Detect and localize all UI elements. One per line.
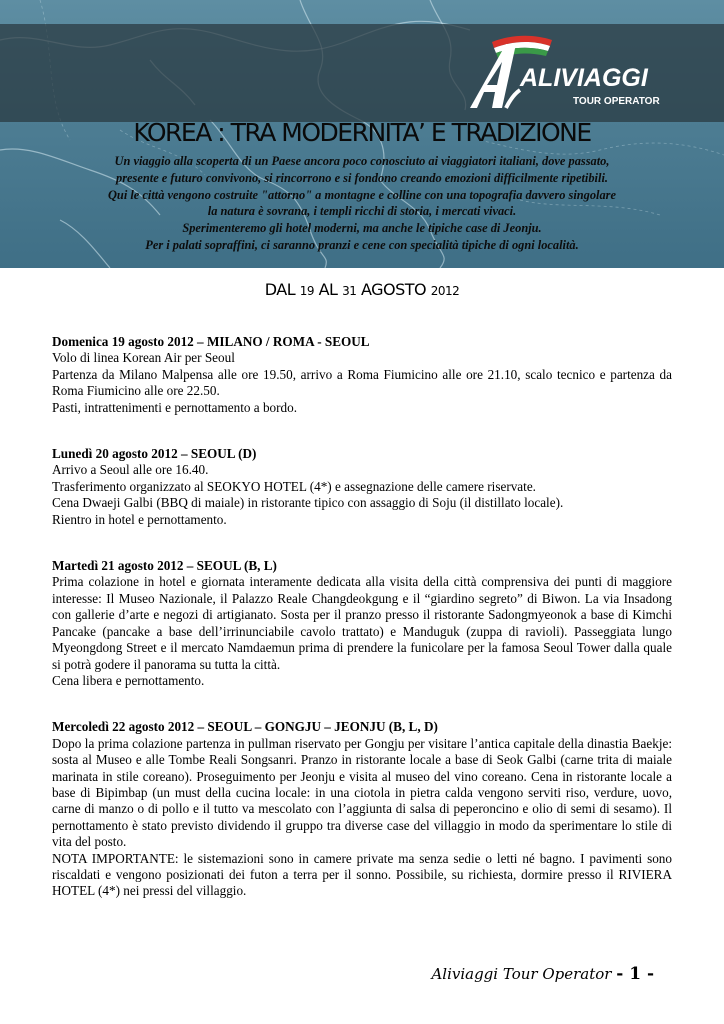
day-paragraph: Cena libera e pernottamento.	[52, 672, 205, 688]
day-title: Mercoledì 22 agosto 2012 – SEOUL – GONGJU – JEONJU (B, L, D)	[52, 719, 438, 735]
dates-al: AL	[318, 280, 338, 299]
day-paragraph: Trasferimento organizzato al SEOKYO HOTEL (4*) e assegnazione delle camere riservate.	[52, 478, 536, 494]
intro-line: Qui le città vengono costruite "attorno" a montagne e colline con una topografia davvero singolare	[107, 187, 617, 202]
day-paragraph: Arrivo a Seoul alle ore 16.40.	[52, 462, 209, 478]
itinerary-day	[52, 719, 672, 899]
intro-line: Per i palati sopraffini, ci saranno pranzi e cene con specialità tipiche di ogni località.	[145, 237, 579, 252]
intro-text	[40, 153, 684, 254]
day-paragraph: Partenza da Milano Malpensa alle ore 19.50, arrivo a Roma Fiumicino alle ore 21.10, scalo tecnico e partenza da Roma Fiumicino alle ore 22.50.	[52, 366, 672, 399]
day-paragraph: Prima colazione in hotel e giornata interamente dedicata alla visita della città comprensiva dei punti di maggiore interesse: Il Museo Nazionale, il Palazzo Reale Changdeokgung e il “giardino segreto” di Biwon. La via Insadong con gallerie d’arte e negozi di artigianato. Sosta per il pranzo presso il ristorante Sadongmyeonok a base di Kimchi Pancake (pancake a base dell’irrinunciabile cavolo trattato) e Manduguk (zuppa di ravioli). Passeggiata lungo Myeongdong Street e il mercato Namdaemun prima di prendere la funicolare per la famosa Seoul Tower dalla quale si potrà godere il panorama su tutta la città.	[52, 574, 672, 672]
intro-line: presente e futuro convivono, si rincorrono e si fondono creando emozioni difficilmente ripetibili.	[116, 170, 608, 185]
dates-year: 2012	[430, 284, 460, 298]
day-title: Domenica 19 agosto 2012 – MILANO / ROMA - SEOUL	[52, 334, 370, 349]
brand-name: ALIVIAGGI	[520, 64, 648, 92]
page-footer	[431, 964, 654, 984]
itinerary-day	[52, 558, 672, 689]
intro-line: Sperimenteremo gli hotel moderni, ma anche le tipiche case di Jeonju.	[182, 221, 542, 236]
dates-month: AGOSTO	[360, 280, 427, 299]
intro-line: Un viaggio alla scoperta di un Paese ancora poco conosciuto ai viaggiatori italiani, dove passato,	[114, 154, 610, 168]
day-paragraph: Pasti, intrattenimenti e pernottamento a bordo.	[52, 399, 298, 415]
day-title: Martedì 21 agosto 2012 – SEOUL (B, L)	[52, 558, 277, 574]
travel-dates	[0, 280, 724, 299]
day-paragraph: Rientro in hotel e pernottamento.	[52, 511, 227, 527]
dates-day-from: 19	[299, 284, 315, 298]
itinerary-day	[52, 334, 672, 416]
footer-text: Aliviaggi Tour Operator	[431, 965, 612, 983]
page-number: - 1 -	[616, 964, 654, 984]
day-paragraph: Cena Dwaeji Galbi (BBQ di maiale) in ristorante tipico con assaggio di Soju (il distillato locale).	[52, 495, 564, 511]
dates-day-to: 31	[342, 284, 357, 298]
day-paragraph: NOTA IMPORTANTE: le sistemazioni sono in camere private ma senza sedie o letti né bagno. I pavimenti sono riscaldati e vengono posizionati dei futon a terra per il sonno. Possibile, su richiesta, dormire presso il RIVIERA HOTEL (4*) nei pressi del villaggio.	[52, 850, 672, 899]
intro-line: la natura è sovrana, i templi ricchi di storia, i mercati vivaci.	[207, 204, 517, 219]
itinerary-day	[52, 446, 672, 528]
page-title: KOREA : TRA MODERNITA’ E TRADIZIONE	[133, 118, 591, 147]
day-title: Lunedì 20 agosto 2012 – SEOUL (D)	[52, 446, 257, 462]
day-paragraph: Volo di linea Korean Air per Seoul	[52, 350, 235, 366]
day-paragraph: Dopo la prima colazione partenza in pullman riservato per Gongju per visitare l’antica capitale della dinastia Baekje: sosta al Museo e alle Tombe Reali Songsanri. Pranzo in ristorante locale a base di Seok Galbi (carne trita di maiale marinata in stile coreano). Proseguimento per Jeonju e visita al museo del vino coreano. Cena in ristorante locale a base di Bipimbap (un must della cucina locale: in una ciotola in pietra calda vengono serviti riso, verdure, uovo, carne di manzo o di pollo e il tutto va mescolato con l’aggiunta di salsa di peperoncino e olio di semi di sesamo). Il pernottamento è stato previsto dividendo il gruppo tra diverse case del villaggio in modo da sperimentare lo stile di vita del posto.	[52, 735, 672, 850]
header-banner	[0, 0, 724, 268]
brand-subtitle: TOUR OPERATOR	[573, 96, 660, 107]
dates-prefix: DAL	[264, 280, 296, 299]
itinerary	[52, 334, 672, 930]
